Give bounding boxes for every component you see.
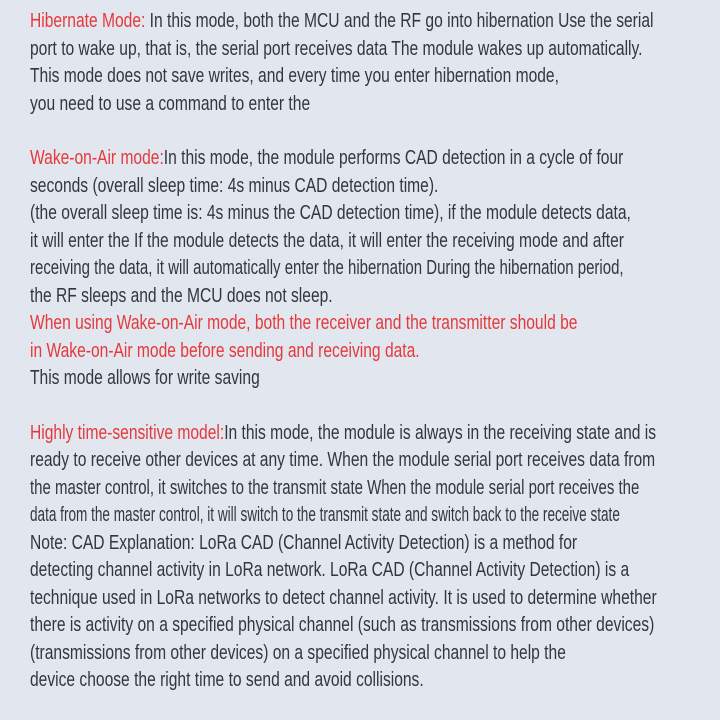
text-line <box>30 36 695 64</box>
body-text: technique used in LoRa networks to detect channel activity. It is used to determine whether <box>30 586 657 609</box>
body-text: This mode does not save writes, and every time you enter hibernation mode, <box>30 65 559 87</box>
body-text: detecting channel activity in LoRa network. LoRa CAD (Channel Activity Detection) is a <box>30 559 630 581</box>
text-line <box>30 283 695 311</box>
text-line <box>30 173 695 201</box>
body-text: This mode allows for write saving <box>30 367 260 389</box>
body-text: port to wake up, that is, the serial port receives data The module wakes up automatically. <box>30 37 643 60</box>
highlighted-text: in Wake-on-Air mode before sending and receiving data. <box>30 339 420 362</box>
highlighted-text: Wake-on-Air mode: <box>30 147 164 169</box>
body-text: receiving the data, it will automatically enter the hibernation During the hibernation period, <box>30 257 624 279</box>
body-text: In this mode, the module is always in the receiving state and is <box>224 421 657 444</box>
body-text: the master control, it switches to the transmit state When the module serial port receives the <box>30 476 640 499</box>
text-line <box>30 338 695 366</box>
text-line <box>30 310 695 338</box>
text-line <box>30 145 695 173</box>
body-text: ready to receive other devices at any time. When the module serial port receives data from <box>30 449 656 471</box>
paragraph-wake-on-air-mode <box>30 145 695 393</box>
body-text: (transmissions from other devices) on a specified physical channel to help the <box>30 641 566 664</box>
text-line <box>30 530 695 558</box>
document-body <box>30 8 695 695</box>
text-line <box>30 640 695 668</box>
body-text: In this mode, both the MCU and the RF go into hibernation Use the serial <box>145 10 654 32</box>
paragraph-highly-time-sensitive-model <box>30 420 695 695</box>
text-line <box>30 228 695 256</box>
text-line <box>30 612 695 640</box>
text-line <box>30 365 695 393</box>
text-line <box>30 255 668 283</box>
text-line <box>30 557 695 585</box>
text-line <box>30 8 695 36</box>
body-text: the RF sleeps and the MCU does not sleep. <box>30 284 333 307</box>
text-line <box>30 475 668 503</box>
text-line <box>30 667 695 695</box>
body-text: (the overall sleep time is: 4s minus the CAD detection time), if the module detects data, <box>30 202 631 224</box>
text-line <box>30 63 695 91</box>
text-line <box>30 585 695 613</box>
body-text: In this mode, the module performs CAD detection in a cycle of four <box>163 147 624 169</box>
body-text: seconds (overall sleep time: 4s minus CAD detection time). <box>30 174 439 197</box>
paragraph-hibernate-mode <box>30 8 695 118</box>
text-line <box>30 91 695 119</box>
body-text: device choose the right time to send and avoid collisions. <box>30 669 424 691</box>
highlighted-text: When using Wake-on-Air mode, both the receiver and the transmitter should be <box>30 312 578 334</box>
text-line <box>30 447 695 475</box>
body-text: Note: CAD Explanation: LoRa CAD (Channel Activity Detection) is a method for <box>30 531 578 554</box>
text-line <box>30 420 695 448</box>
body-text: it will enter the If the module detects the data, it will enter the receiving mode and after <box>30 229 624 252</box>
body-text: there is activity on a specified physical channel (such as transmissions from other devices) <box>30 614 655 636</box>
body-text: data from the master control, it will switch to the transmit state and switch back to the receive state <box>30 504 620 526</box>
highlighted-text: Highly time-sensitive model: <box>30 421 225 444</box>
text-line <box>30 200 695 228</box>
highlighted-text: Hibernate Mode: <box>30 10 146 32</box>
text-line <box>30 502 620 530</box>
body-text: you need to use a command to enter the <box>30 92 311 115</box>
